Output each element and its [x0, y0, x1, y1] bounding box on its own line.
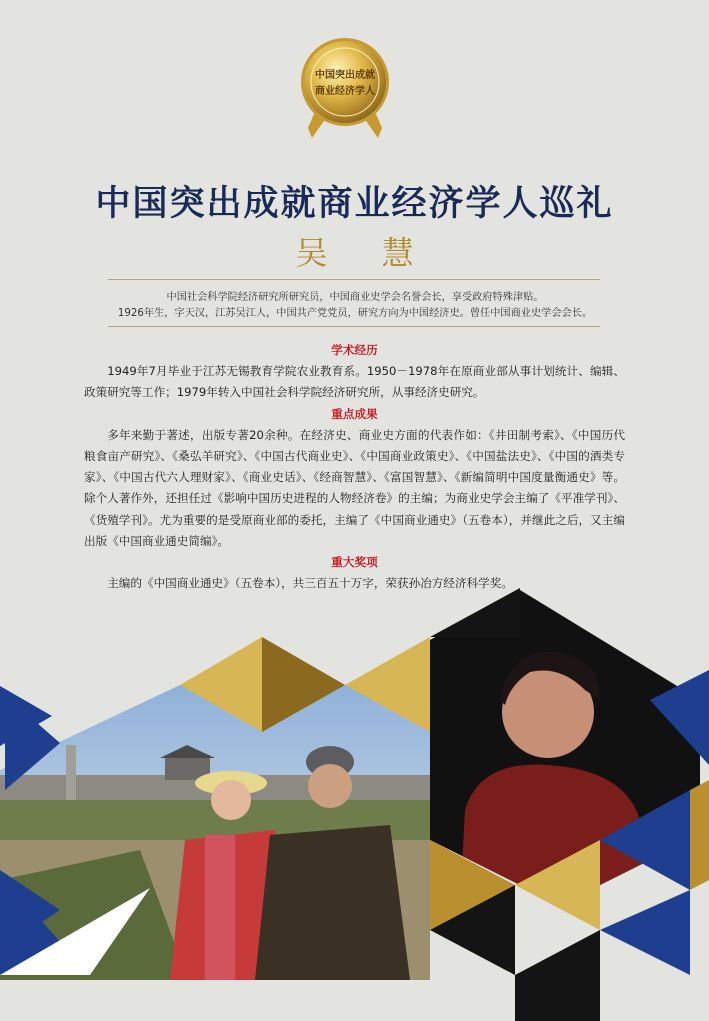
section-text-academic: 1949年7月毕业于江苏无锡教育学院农业教育系。1950－1978年在原商业部从事计划统计、编辑、政策研究等工作；1979年转入中国社会科学院经济研究所，从事经济史研究。	[84, 364, 625, 400]
badge-text-2: 商业经济学人	[315, 86, 375, 97]
triangle-gold	[690, 780, 709, 890]
section-heading-academic: 学术经历	[331, 343, 378, 357]
intro-line-2: 1926年生，字天汉，江苏吴江人，中国共产党党员，研究方向为中国经济史。曾任中国商业史学会会长。	[117, 308, 593, 319]
triangle-blue	[600, 890, 690, 975]
section-text-achievements: 多年来勤于著述，出版专著20余种。在经济史、商业史方面的代表作如：《井田制考索》、《中国历代粮食亩产研究》、《桑弘羊研究》、《中国古代商业史》、《中国商业政策史》、《中国盐法史》、《中国的酒类专家》、《中国古代六人理财家》、《商业史话》、《经商智慧》、《富国智慧》、《新编简明中国度量衡通史》等。除个人著作外，还担任过《影响中国历史进程的人物经济卷》的主编；为商业史学会主编了《平准学刊》、《货殖学刊》。尤为重要的是受原商业部的委托，主编了《中国商业通史》（五卷本），并继此之后，又主编出版《中国商业通史简编》。	[84, 427, 625, 548]
triangle-bg	[690, 590, 709, 660]
person-name: 吴 慧	[295, 234, 436, 272]
section-heading-awards: 重大奖项	[331, 555, 378, 570]
section-text-awards: 主编的《中国商业通史》（五卷本），共三百五十万字，荣获孙冶方经济科学奖。	[107, 576, 513, 591]
badge-text-1: 中国突出成就	[315, 70, 375, 81]
intro-line-1: 中国社会科学院经济研究所研究员，中国商业史学会名誉会长，享受政府特殊津贴。	[166, 292, 544, 303]
triangle-black	[515, 930, 600, 1021]
triangle-black	[430, 588, 520, 637]
page-title: 中国突出成就商业经济学人巡礼	[95, 184, 614, 224]
section-heading-achievements: 重点成果	[331, 406, 378, 421]
intro-block	[100, 290, 610, 322]
bottom-divider	[108, 326, 600, 327]
award-medal-badge	[296, 36, 394, 146]
photo-collage	[0, 585, 709, 1021]
top-divider	[108, 279, 600, 280]
biography-body	[84, 340, 625, 594]
